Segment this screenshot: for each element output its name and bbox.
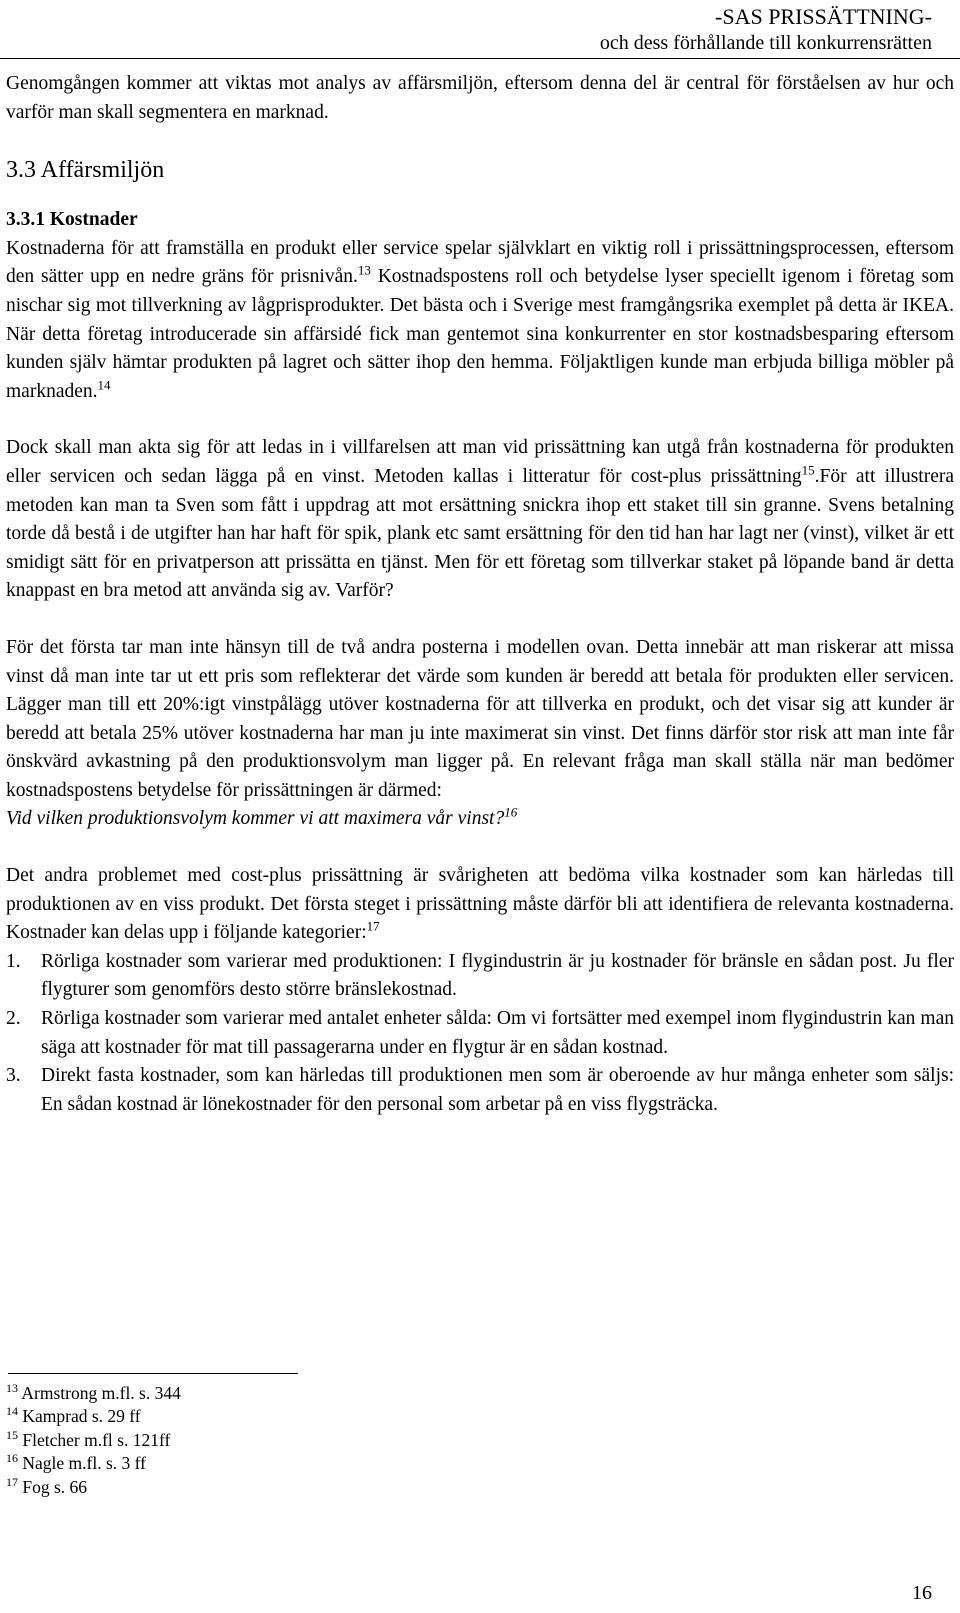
subsection-heading: 3.3.1 Kostnader	[6, 209, 138, 231]
footnote-text: Fog s. 66	[22, 1476, 88, 1497]
intro-paragraph: Genomgången kommer att viktas mot analys av affärsmiljön, eftersom denna del är central för förståelsen av hur och varför man skall segmentera en marknad.	[6, 73, 954, 123]
footnote-text: Nagle m.fl. s. 3 ff	[22, 1453, 146, 1474]
first-problem-paragraph	[6, 634, 954, 834]
page-body	[6, 70, 954, 1119]
costs-text-a: Kostnaderna för att framställa en produkt eller service spelar självklart en viktig roll i prissättningsprocessen, eftersom den sätter upp en nedre gräns för prisnivån.	[6, 237, 954, 288]
cost-plus-text-a: Dock skall man akta sig för att ledas in i villfarelsen att man vid prissättning kan utgå från kostnaderna för produkten eller servicen och sedan lägga på en vinst. Metoden kallas i litteratur för cost-plus prissättning	[6, 437, 954, 487]
header-title: -SAS PRISSÄTTNING-	[715, 4, 932, 29]
list-item	[6, 1062, 954, 1119]
list-item	[6, 948, 954, 1005]
footnote-number: 17	[6, 1474, 18, 1489]
footnotes	[6, 1382, 181, 1499]
list-item-number: 2.	[6, 1008, 21, 1030]
page-number: 16	[912, 1582, 932, 1604]
footnote-text: Fletcher m.fl s. 121ff	[22, 1429, 171, 1450]
header-divider	[0, 58, 960, 59]
footnote-number: 16	[6, 1451, 18, 1466]
footnote-ref-13: 13	[357, 262, 371, 278]
footnote-ref-16: 16	[504, 804, 518, 820]
list-item	[6, 1005, 954, 1062]
footnote-ref-14: 14	[97, 377, 111, 393]
footnote	[6, 1429, 181, 1452]
footnote-number: 15	[6, 1427, 18, 1442]
footnote-text: Armstrong m.fl. s. 344	[21, 1383, 181, 1403]
list-item-text: Rörliga kostnader som varierar med antalet enheter sålda: Om vi fortsätter med exempel inom flygindustrin kan man säga att kostnader för mat till passagerarna under en flygtur är en sådan kostnad.	[41, 1008, 954, 1058]
costs-paragraph	[6, 235, 954, 407]
footnote-number: 14	[6, 1404, 18, 1419]
footnote-ref-15: 15	[801, 462, 815, 478]
second-problem-paragraph	[6, 862, 954, 948]
footnote-number: 13	[6, 1381, 18, 1396]
key-question: Vid vilken produktionsvolym kommer vi att maximera vår vinst?	[6, 808, 505, 830]
list-item-text: Direkt fasta kostnader, som kan härledas till produktionen men som är oberoende av hur många enheter som säljs: En sådan kostnad är lönekostnader för den personal som arbetar på en viss flygsträcka.	[41, 1065, 954, 1115]
footnote-divider	[8, 1373, 298, 1374]
list-item-number: 1.	[6, 950, 21, 972]
cost-plus-text-b: .För att illustrera metoden kan man ta Sven som fått i uppdrag att mot ersättning snickra ihop ett staket till sin granne. Svens betalning torde då bestå i de utgifter han har haft för spik, plank etc samt ersättning för den tid han har lagt ner (vinst), vilket är ett smidigt sätt för en privatperson att prissätta en tjänst. Men för ett företag som tillverkar staket på löpande band är detta knappast en bra metod att använda sig av. Varför?	[6, 465, 954, 602]
section-heading: 3.3 Affärsmiljön	[6, 157, 165, 184]
footnote	[6, 1452, 181, 1475]
footnote-text: Kamprad s. 29 ff	[22, 1406, 141, 1427]
list-item-number: 3.	[6, 1065, 21, 1087]
cost-categories-list	[6, 948, 954, 1120]
first-problem-text: För det första tar man inte hänsyn till de två andra posterna i modellen ovan. Detta innebär att man riskerar att missa vinst då man inte tar ut ett pris som reflekterar det värde som kunden är beredd att betala för produkten eller servicen. Lägger man till ett 20%:igt vinstpålägg utöver kostnaderna för att tillverka en produkt, och det visar sig att kunder är beredd att betala 25% utöver kostnaderna har man ju inte maximerat sin vinst. Det finns därför stor risk att man inte får önskvärd avkastning på den produktionsvolym man ligger på. En relevant fråga man skall ställa när man bedömer kostnadspostens betydelse för prissättningen är därmed:	[6, 636, 954, 801]
list-item-text: Rörliga kostnader som varierar med produktionen: I flygindustrin är ju kostnader för bränsle en sådan post. Ju fler flygturer som genomförs desto större bränslekostnad.	[41, 950, 954, 1001]
cost-plus-paragraph	[6, 434, 954, 606]
header-subtitle: och dess förhållande till konkurrensrätten	[599, 32, 932, 54]
footnote	[6, 1405, 181, 1428]
costs-text-b: Kostnadspostens roll och betydelse lyser speciellt igenom i företag som nischar sig mot tillverkning av lågprisprodukter. Det bästa och i Sverige mest framgångsrika exemplet på detta är IKEA. När detta företag introducerade sin affärsidé fick man gentemot sina konkurrenter en stor kostnadsbesparing eftersom kunden själv hämtar produkten på lagret och sätter ihop den hemma. Följaktligen kunde man erbjuda billiga möbler på marknaden.	[6, 266, 955, 402]
running-header	[452, 4, 932, 56]
second-problem-text: Det andra problemet med cost-plus prissättning är svårigheten att bedöma vilka kostnader som kan härledas till produktionen av en viss produkt. Det första steget i prissättning måste därför bli att identifiera de relevanta kostnaderna. Kostnader kan delas upp i följande kategorier:	[6, 865, 954, 944]
footnote-ref-17: 17	[366, 918, 380, 934]
footnote	[6, 1382, 181, 1405]
footnote	[6, 1476, 181, 1499]
